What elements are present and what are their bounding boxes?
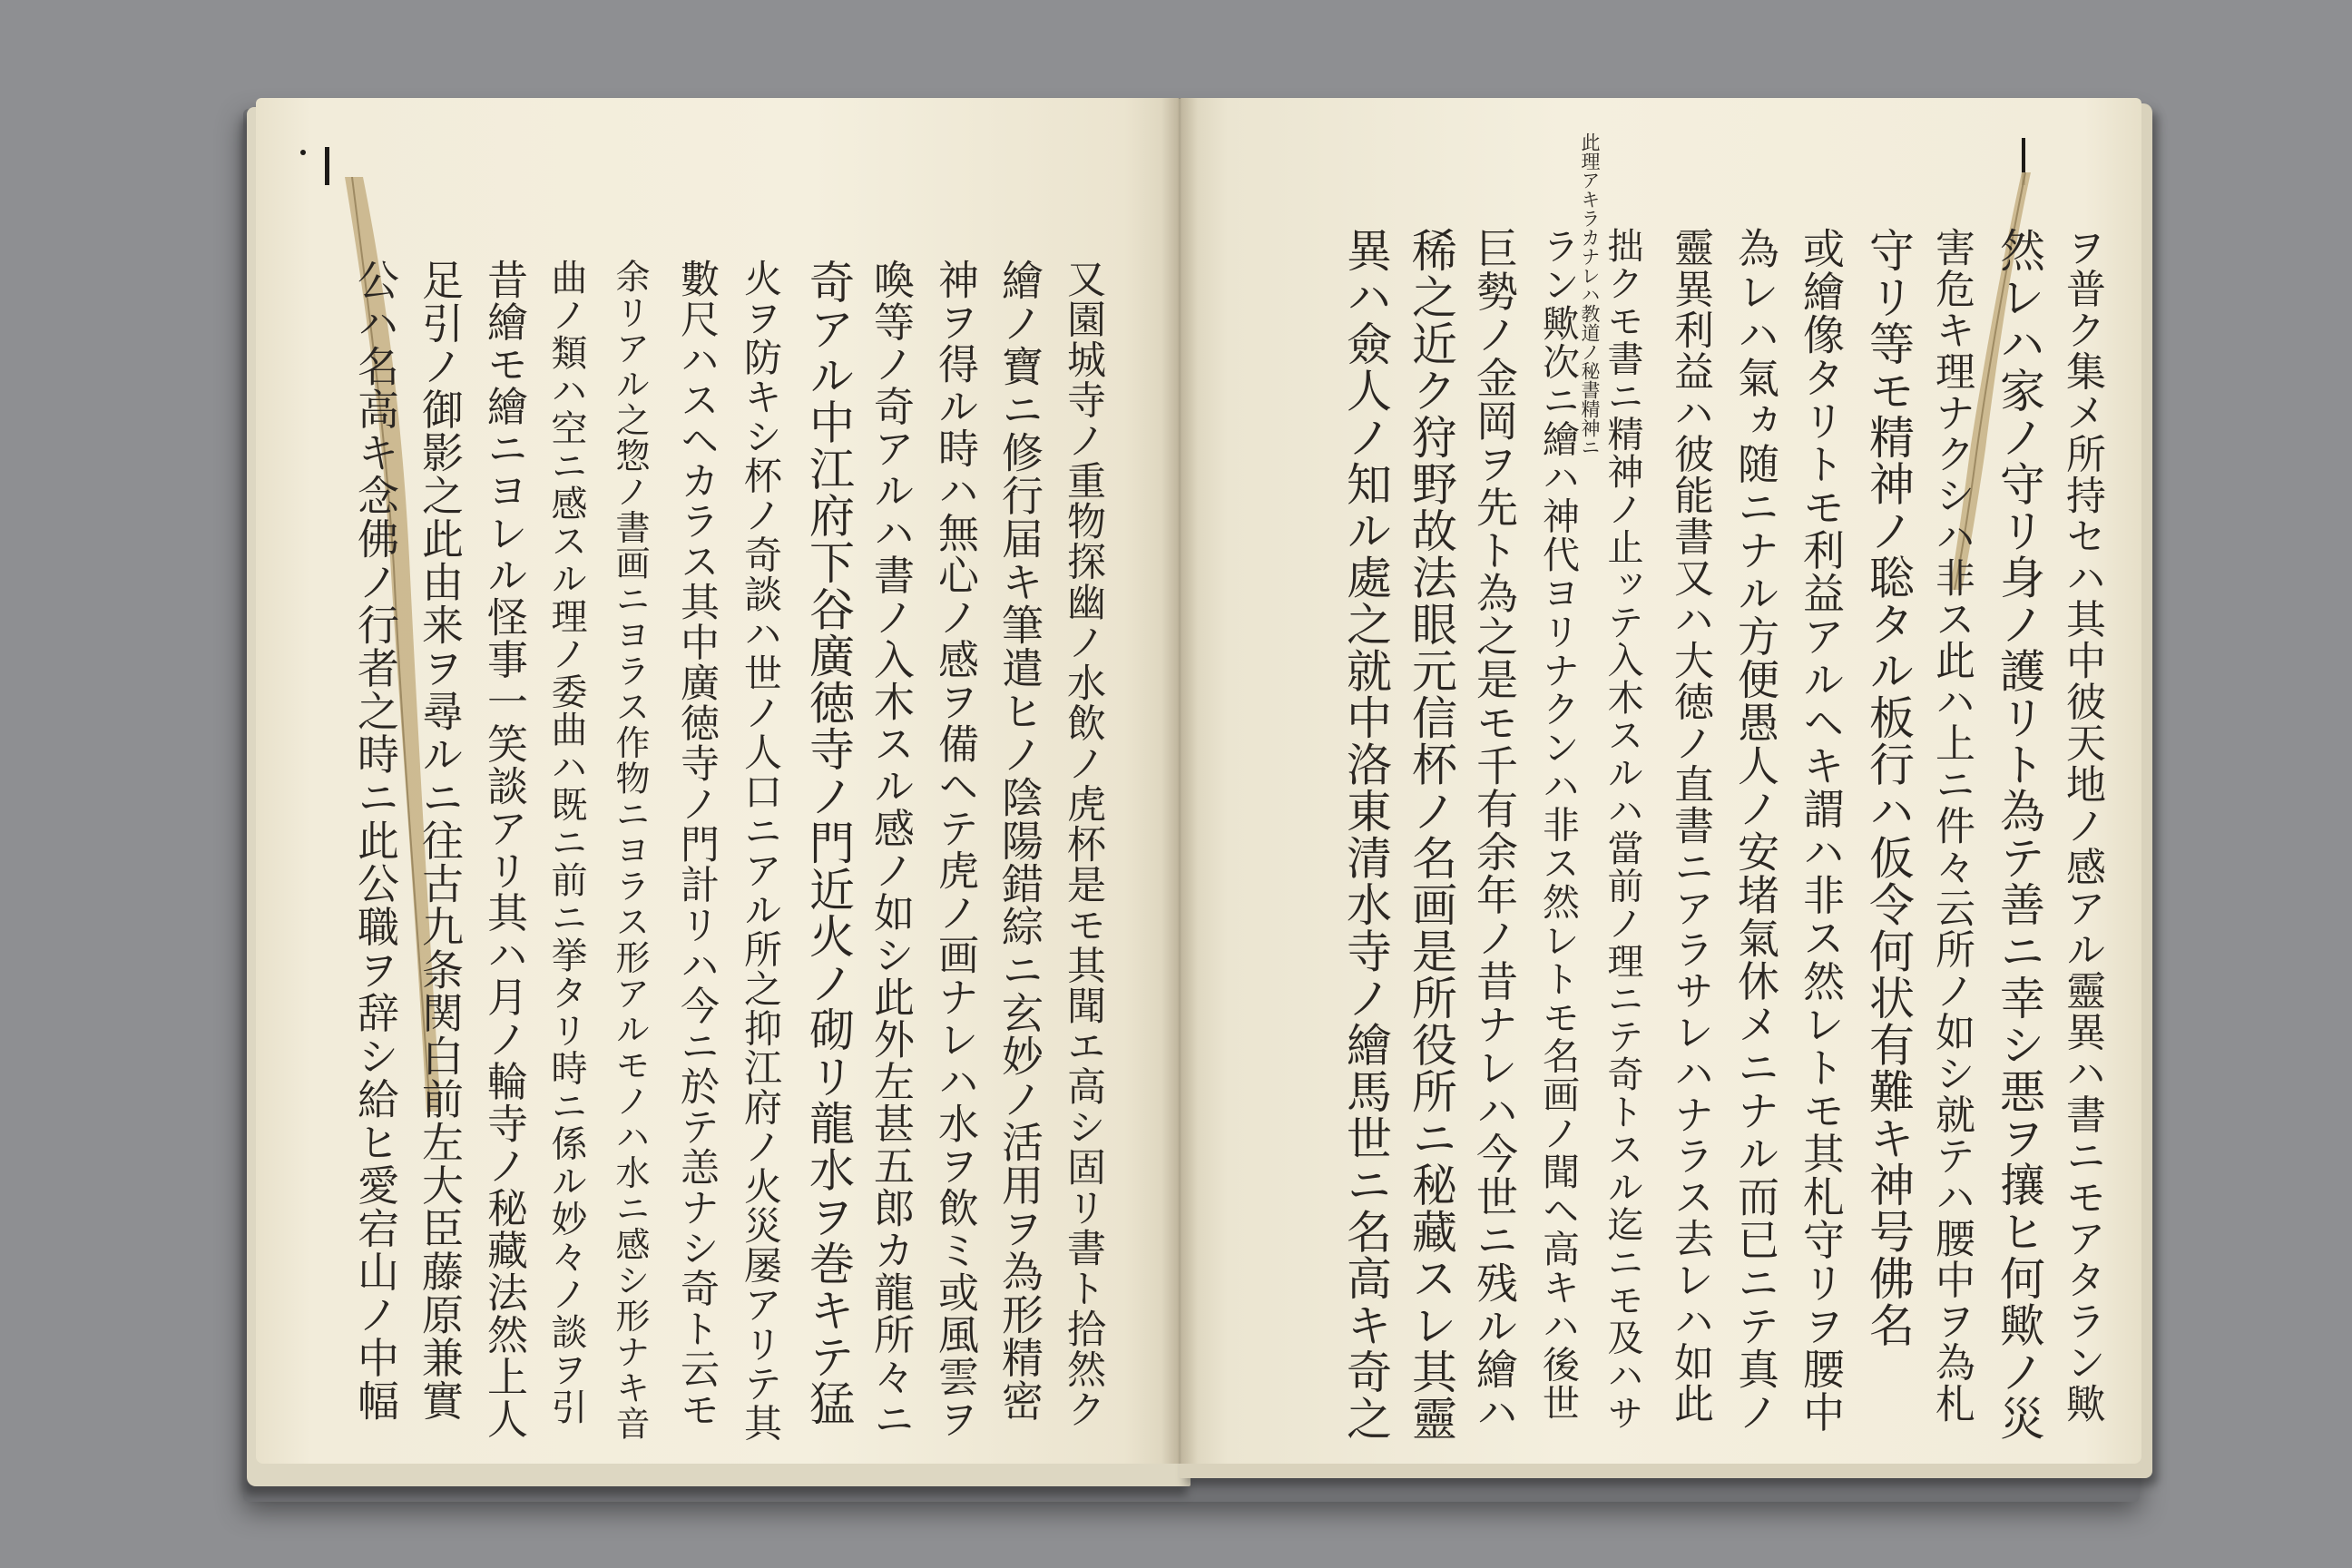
left-page-text-column: 昔繪モ繪ニヨレル怪事一笑談アリ其ハ月ノ輪寺ノ秘藏法然上人 — [480, 259, 528, 1440]
left-page-text-column: 又園城寺ノ重物探幽ノ水飲ノ虎杯是モ其聞エ高シ固リ書ト拾然ク — [1061, 259, 1106, 1430]
left-page-text-column: 火ヲ防キシ杯ノ奇談ハ世ノ人口ニアル所之抑江府ノ火災屡アリテ其 — [739, 259, 783, 1443]
right-page-text-column: 稀之近ク狩野故法眼元信杯ノ名画是所役所ニ秘藏スレ其靈 — [1405, 227, 1457, 1442]
right-page-text-column: 然レハ家ノ守リ身ノ護リト為テ善ニ幸シ悪ヲ攘ヒ何歟ノ災 — [1993, 227, 2045, 1442]
left-page-text-column: 余リアル之惣ノ書画ニヨラス作物ニヨラス形アルモノハ水ニ感シ形ナキ音 — [610, 259, 650, 1442]
book-gutter — [1161, 98, 1198, 1464]
right-page-text-column: 靈異利益ハ彼能書又ハ大徳ノ直書ニアラサレハナラス去レハ如此 — [1667, 227, 1713, 1425]
right-page-text-column: 或繪像タリトモ利益アルヘキ謂ハ非ス然レトモ其札守リヲ腰中 — [1797, 227, 1846, 1434]
right-page-text-column: 為レハ氣ヵ随ニナル方便愚人ノ安堵氣休メニナル而已ニテ真ノ — [1731, 227, 1780, 1434]
left-page-text-column: 奇アル中江府下谷廣徳寺ノ門近火ノ砌リ龍水ヲ巻キテ猛 — [802, 259, 855, 1427]
left-page-text-column: 神ヲ得ル時ハ無心ノ感ヲ備ヘテ虎ノ画ナレハ水ヲ飲ミ或風雲ヲ — [931, 259, 979, 1440]
left-page-text-column: 數尺ハスヘカラス其中廣徳寺ノ門計リハ今ニ於テ恙ナシ奇ト云モ — [674, 259, 720, 1430]
right-page-text-column: 拙クモ書ニ精神ノ止ッテ入木スルハ當前ノ理ニテ奇トスル迄ニモ及ハサ — [1602, 227, 1643, 1432]
right-page-text-column: 守リ等モ精神ノ聡タル板行ハ仮令何状有難キ神号佛名 — [1862, 227, 1915, 1348]
right-page-text-column: 害危キ理ナクシハ非ス此ハ上ニ件々云所ノ如シ就テハ腰中ヲ為札 — [1928, 227, 1975, 1425]
left-page-text-column: 足引ノ御影之此由来ヲ尋ルニ往古九条関白前左大臣藤原兼實 — [416, 259, 465, 1423]
left-page-text-column: 喚等ノ奇アルハ書ノ入木スル感ノ如シ此外左甚五郎カ龍所々ニ — [867, 259, 915, 1440]
right-page-text-column: ラン歟次ニ繪ハ神代ヨリナクンハ非ス然レトモ名画ノ聞ヘ高キハ後世 — [1536, 227, 1580, 1423]
right-page-text-column: ヲ普ク集メ所持セハ其中彼天地ノ感アル靈異ハ書ニモアタラン歟 — [2059, 227, 2105, 1425]
left-page-text-column: 繪ノ寶ニ修行届キ筆遣ヒノ陰陽錯綜ニ玄妙ノ活用ヲ為形精密 — [995, 259, 1044, 1423]
margin-annotation: 此理アキラカナレハ教道ノ秘書精神ニ — [1579, 132, 1601, 456]
right-page-text-column: 異ハ僉人ノ知ル處之就中洛東清水寺ノ繪馬世ニ名高キ奇之 — [1339, 227, 1392, 1442]
right-page-text-column: 巨勢ノ金岡ヲ先ト為之是モ千有余年ノ昔ナレハ今世ニ残ル繪ハ — [1470, 227, 1519, 1434]
left-page-text-column: 曲ノ類ハ空ニ感スル理ノ委曲ハ既ニ前ニ挙タリ時ニ係ル妙々ノ談ヲ引 — [545, 259, 587, 1426]
left-page-text-column: 公ハ名高キ念佛ノ行者之時ニ此公職ヲ辞シ給ヒ愛宕山ノ中幅 — [351, 259, 400, 1423]
